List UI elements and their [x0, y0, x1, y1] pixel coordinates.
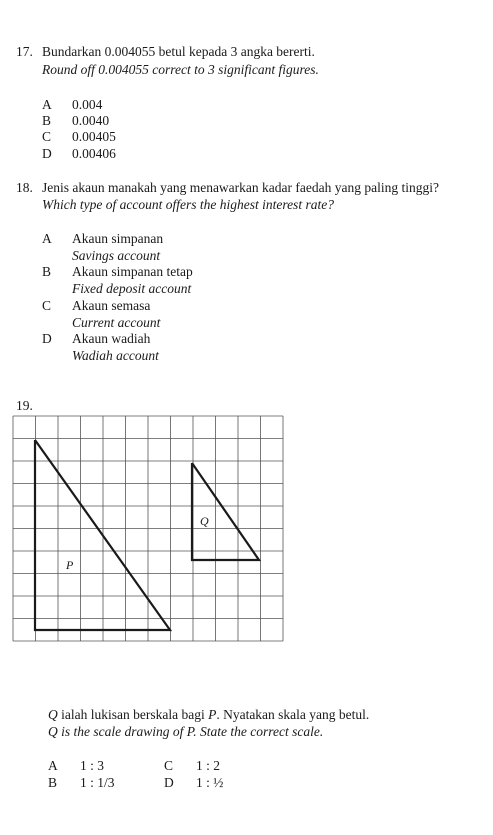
question-19-text-malay [48, 707, 369, 723]
question-17-text-malay: Bundarkan 0.004055 betul kepada 3 angka bererti. [42, 44, 315, 59]
question-17-text-english: Round off 0.004055 correct to 3 significant figures. [42, 62, 319, 77]
question-18-text-malay: Jenis akaun manakah yang menawarkan kadar faedah yang paling tinggi? [42, 180, 439, 195]
q19-option-d-letter[interactable]: D [164, 775, 174, 790]
q18-option-b-text[interactable]: Akaun simpanan tetap [72, 264, 193, 279]
question-17-number: 17. [16, 44, 33, 59]
q19-option-c-text[interactable]: 1 : 2 [196, 758, 221, 773]
q17-option-c-letter[interactable]: C [42, 129, 52, 144]
q19-text-part1: ialah lukisan berskala bagi [57, 707, 209, 722]
q19-option-a-letter[interactable]: A [48, 758, 58, 773]
q18-option-c-letter[interactable]: C [42, 298, 52, 313]
q18-option-b-letter[interactable]: B [42, 264, 52, 279]
q17-option-d-text[interactable]: 0.00406 [72, 146, 116, 161]
triangle-p [35, 440, 170, 630]
q17-option-a-letter[interactable]: A [42, 97, 52, 112]
q19-text-part2: . Nyatakan skala yang betul. [216, 707, 370, 722]
q19-option-b-text[interactable]: 1 : 1/3 [80, 775, 115, 790]
triangle-q [192, 463, 259, 560]
grid-figure [13, 416, 283, 641]
label-p: P [66, 558, 74, 572]
q17-option-b-letter[interactable]: B [42, 113, 52, 128]
question-18-text-english: Which type of account offers the highest interest rate? [42, 197, 334, 212]
q18-option-d-text-english: Wadiah account [72, 348, 159, 363]
label-q: Q [200, 514, 209, 528]
question-18-number: 18. [16, 180, 33, 195]
q18-option-d-letter[interactable]: D [42, 331, 52, 346]
q18-option-b-text-english: Fixed deposit account [72, 281, 192, 296]
q19-option-a-text[interactable]: 1 : 3 [80, 758, 105, 773]
q19-var-q: Q [48, 707, 58, 722]
question-19-text-english: Q is the scale drawing of P. State the correct scale. [48, 724, 324, 739]
q17-option-b-text[interactable]: 0.0040 [72, 113, 110, 128]
q18-option-d-text[interactable]: Akaun wadiah [72, 331, 151, 346]
q19-option-b-letter[interactable]: B [48, 775, 58, 790]
q18-option-c-text[interactable]: Akaun semasa [72, 298, 151, 313]
q19-option-c-letter[interactable]: C [164, 758, 174, 773]
question-19-number: 19. [16, 398, 33, 413]
q17-option-c-text[interactable]: 0.00405 [72, 129, 116, 144]
q19-option-d-text[interactable]: 1 : ½ [196, 775, 224, 790]
q17-option-d-letter[interactable]: D [42, 146, 52, 161]
q18-option-c-text-english: Current account [72, 315, 161, 330]
q17-option-a-text[interactable]: 0.004 [72, 97, 103, 112]
q18-option-a-letter[interactable]: A [42, 231, 52, 246]
q18-option-a-text-english: Savings account [72, 248, 161, 263]
q19-var-p: P [208, 707, 217, 722]
q18-option-a-text[interactable]: Akaun simpanan [72, 231, 164, 246]
